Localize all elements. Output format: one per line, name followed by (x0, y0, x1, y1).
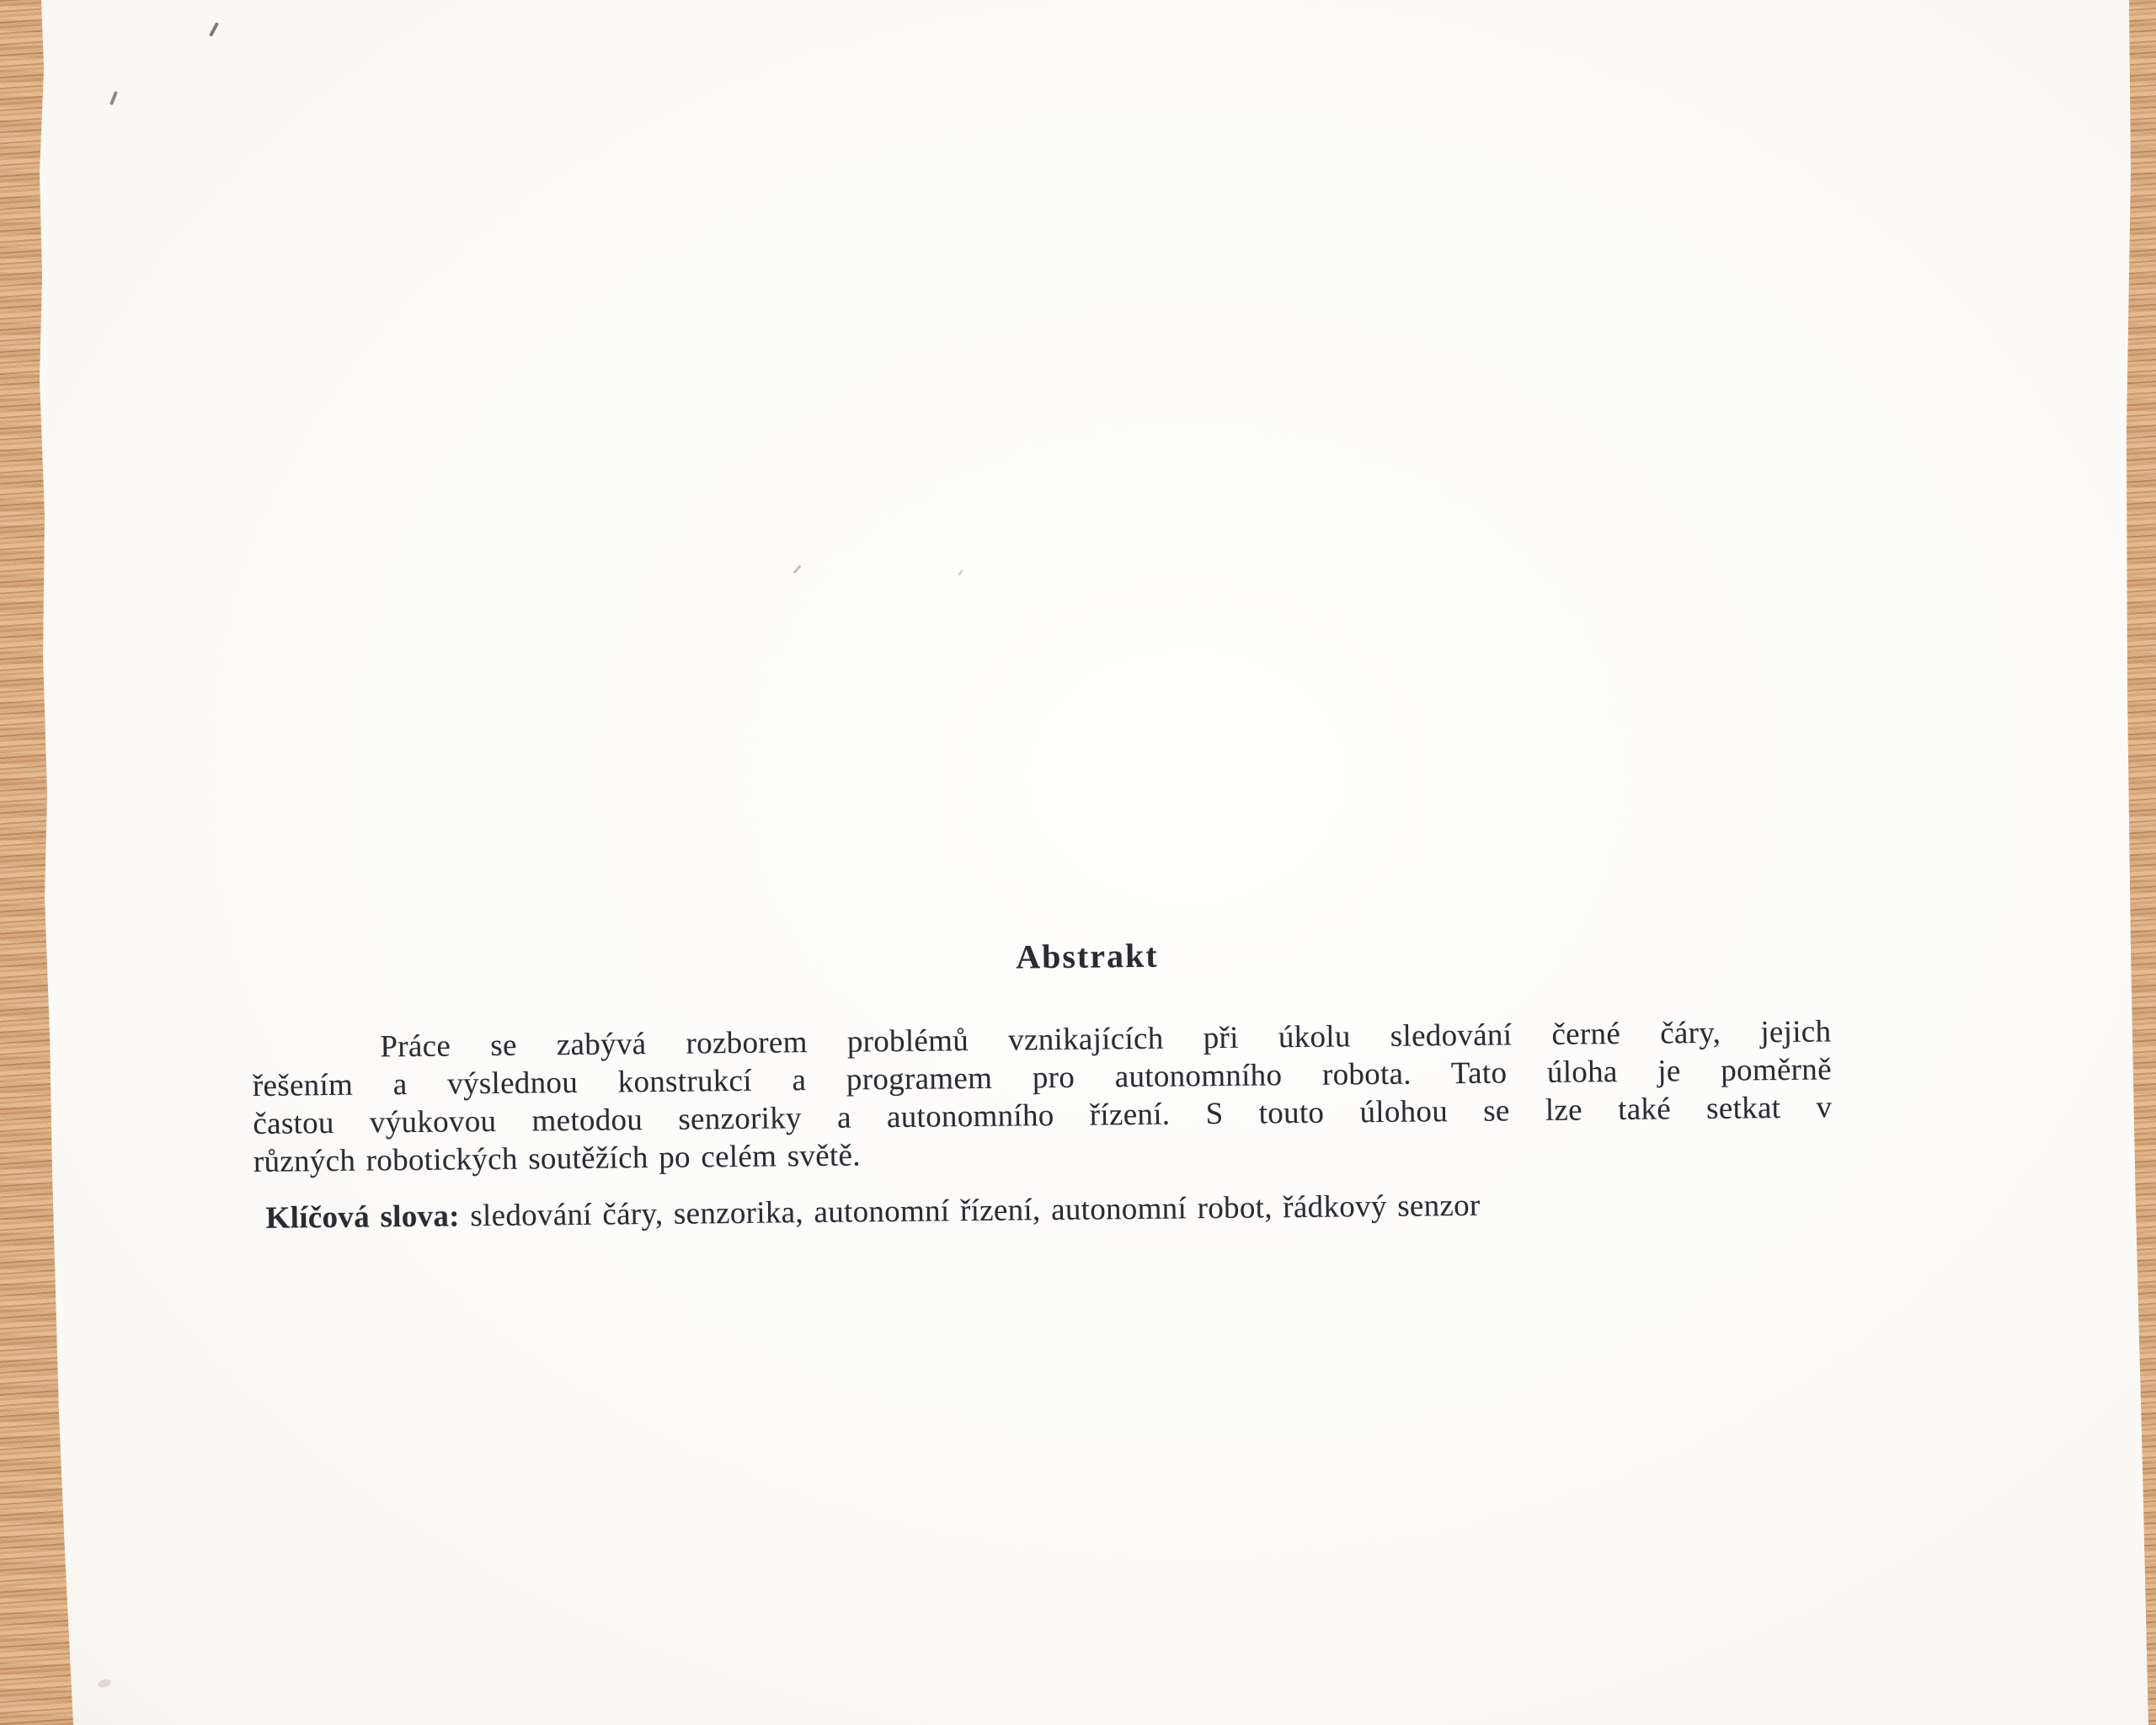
abstract-line: Práce se zabývá rozborem problémů vznikajících při úkolu sledování černé čáry, jejich (380, 1014, 1832, 1065)
abstract-section (251, 932, 1833, 1237)
keywords-label: Klíčová slova: (265, 1199, 460, 1236)
keywords-text: sledování čáry, senzorika, autonomní řízení, autonomní robot, řádkový senzor (470, 1188, 1481, 1234)
abstract-line: častou výukovou metodou senzoriky a autonomního řízení. S touto úlohou se lze také setkat v (253, 1090, 1833, 1141)
abstract-line: řešením a výslednou konstrukcí a programem pro autonomního robota. Tato úloha je poměrně (252, 1052, 1833, 1103)
abstract-line: různých robotických soutěžích po celém světě. (253, 1138, 862, 1179)
abstract-paragraph (252, 1012, 1833, 1181)
abstract-title: Abstrakt (1015, 936, 1159, 976)
